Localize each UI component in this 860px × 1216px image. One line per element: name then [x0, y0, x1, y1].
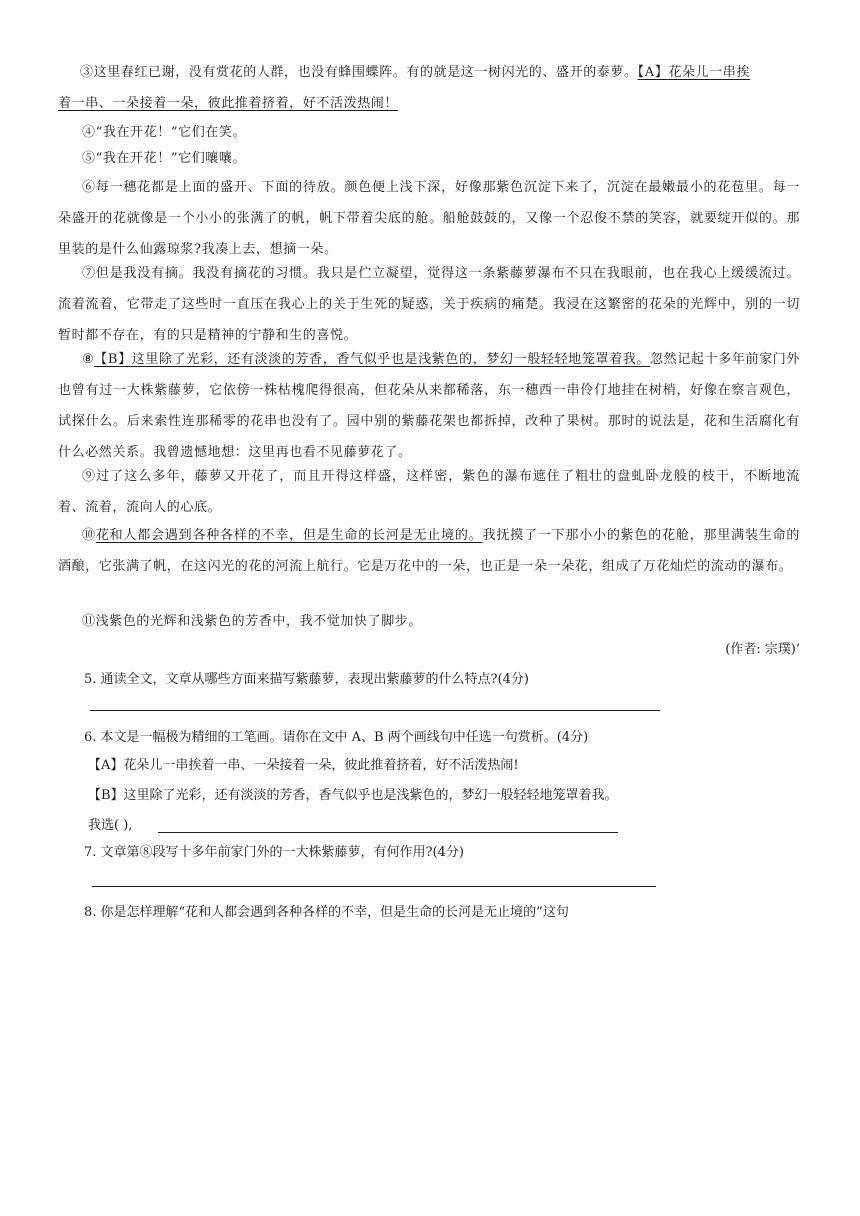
- paragraph-10: [58, 520, 800, 582]
- question-6-option-b: 【B】这里除了光彩，还有淡淡的芳香，香气似乎也是浅紫色的，梦幻一般轻轻地笼罩着我。: [88, 788, 618, 803]
- paragraph-11: [58, 606, 800, 637]
- sentence-a-part2: 着一串、一朵接着一朵，彼此推着挤着，好不活泼热闹！: [58, 96, 399, 111]
- question-6-option-a: 【A】花朵儿一串挨着一串、一朵接着一朵，彼此推着挤着，好不活泼热闹!: [88, 758, 519, 773]
- paragraph-3: [58, 57, 800, 119]
- paragraph-8-number: ⑧: [82, 352, 95, 367]
- paragraph-11-text: ⑪浅紫色的光辉和浅紫色的芳香中，我不觉加快了脚步。: [82, 614, 423, 629]
- question-6: 6. 本文是一幅极为精细的工笔画。请你在文中 A、B 两个画线句中任选一句赏析。(4分): [84, 730, 589, 745]
- sentence-a-tag: 【A】: [637, 65, 669, 80]
- paragraph-3-text: ③这里春红已谢，没有赏花的人群，也没有蜂围蝶阵。有的就是这一树闪光的、盛开的泰萝。: [80, 65, 638, 80]
- key-sentence-underlined: 花和人都会遇到各种各样的不幸，但是生命的长河是无止境的。: [95, 528, 483, 543]
- paragraph-10-number: ⑩: [82, 528, 96, 543]
- sentence-b: 【B】这里除了光彩，还有淡淡的芳香，香气似乎也是浅紫色的，梦幻一般轻轻地笼罩着我。: [94, 352, 651, 367]
- author-credit: (作者: 宗璞)’: [725, 642, 800, 657]
- answer-line-q5[interactable]: [90, 710, 660, 711]
- answer-line-q6[interactable]: [158, 832, 618, 833]
- paragraph-5: [58, 143, 800, 174]
- paragraph-8: [58, 344, 800, 468]
- paragraph-10-text: 我抚摸了一下那小小的紫色的花舱，那里满装生命的酒酿，它张满了帆，在这闪光的花的河流上航行。它是万花中的一朵，也正是一朵一朵花，组成了万花灿烂的流动的瀑布。: [58, 528, 800, 574]
- paragraph-9: ⑨过了这么多年，藤萝又开花了，而且开得这样盛，这样密，紫色的瀑布遮住了粗壮的盘虬卧龙般的枝干，不断地流着、流着，流向人的心底。: [58, 469, 800, 515]
- paragraph-7: ⑦但是我没有摘。我没有摘花的习惯。我只是伫立凝望，觉得这一条紫藤萝瀑布不只在我眼前，也在我心上缓缓流过。流着流着，它带走了这些时一直压在我心上的关于生死的疑惑，关于疾病的痛楚。我浸在这繁密的花朵的光辉中，别的一切暂时都不存在，有的只是精神的宁静和生的喜悦。: [58, 266, 800, 343]
- question-8: 8. 你是怎样理解“花和人都会遇到各种各样的不幸，但是生命的长河是无止境的”这句: [84, 905, 569, 920]
- answer-line-q7[interactable]: [92, 886, 656, 887]
- paragraph-8-text: 忽然记起十多年前家门外也曾有过一大株紫藤萝，它依傍一株枯槐爬得很高，但花朵从来都稀落，东一穗西一串伶仃地挂在树梢，好像在察言观色，试探什么。后来索性连那稀零的花串也没有了。园中别的紫藤花架也都拆掉，改种了果树。那时的说法是，花和生活腐化有什么必然关系。我曾遗憾地想：这里再也看不见藤萝花了。: [58, 352, 800, 460]
- question-6-choice: 我选( ),: [88, 818, 133, 833]
- sentence-a-part1: 花朵儿一串挨: [668, 65, 750, 80]
- paragraph-4-text: ④“我在开花！”它们在笑。: [82, 125, 247, 140]
- question-5: 5. 通读全文，文章从哪些方面来描写紫藤萝，表现出紫藤萝的什么特点?(4分): [84, 672, 529, 687]
- question-7: 7. 文章第⑧段写十多年前家门外的一大株紫藤萝，有何作用?(4分): [84, 845, 464, 860]
- paragraph-5-text: ⑤“我在开花！”它们嚷嚷。: [82, 151, 247, 166]
- paragraph-6: ⑥每一穗花都是上面的盛开、下面的待放。颜色便上浅下深，好像那紫色沉淀下来了，沉淀在最嫩最小的花苞里。每一朵盛开的花就像是一个小小的张满了的帆，帆下带着尖底的舱。船舱鼓鼓的，又像一个忍俊不禁的笑容，就要绽开似的。那里装的是什么仙露琼浆?我凑上去，想摘一朵。: [58, 180, 800, 257]
